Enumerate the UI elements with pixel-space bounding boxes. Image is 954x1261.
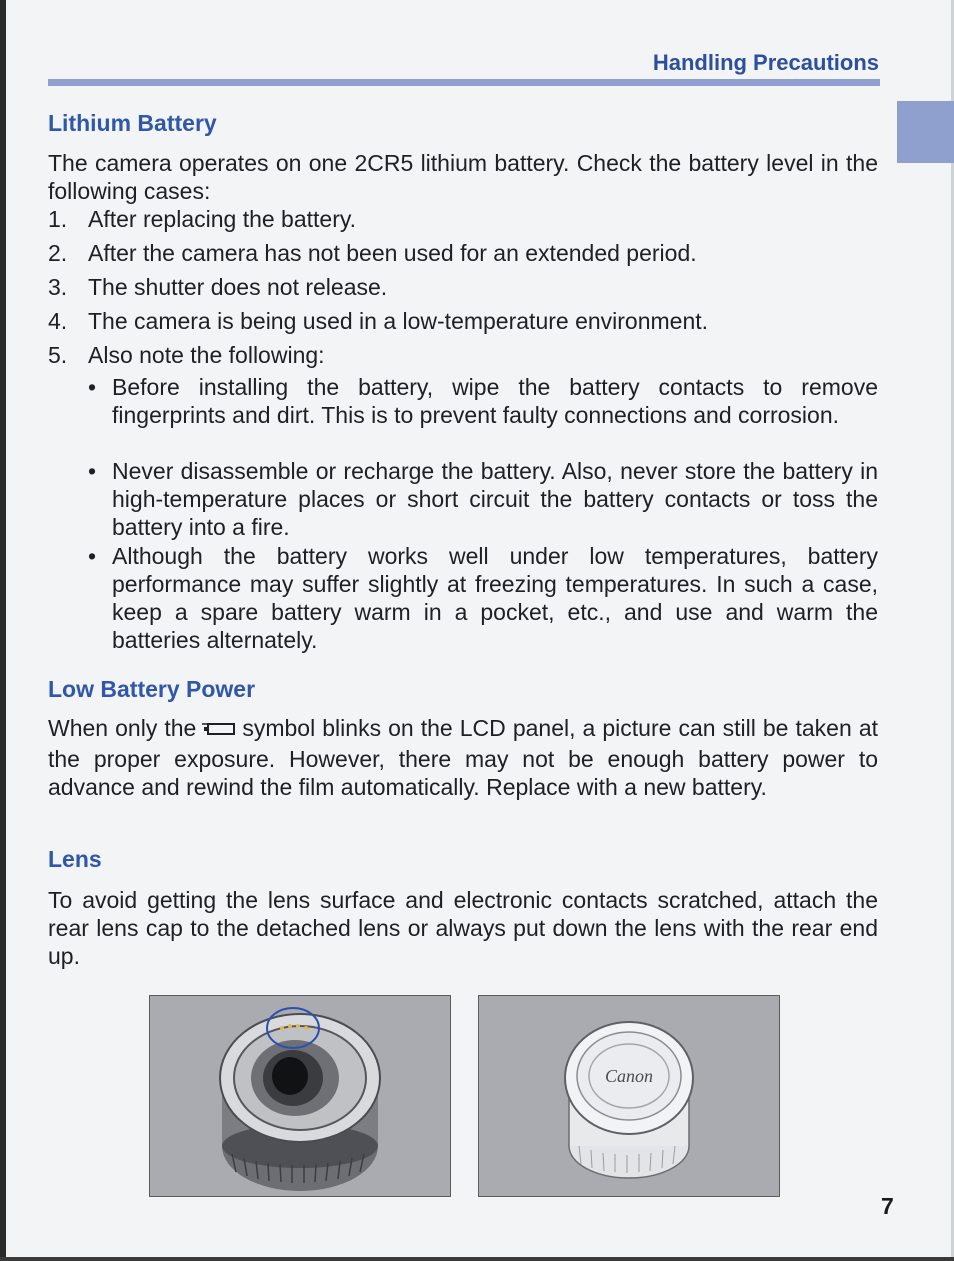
- lens-cap-illustration: [479, 996, 779, 1196]
- list-item: [48, 307, 878, 335]
- list-text: After replacing the battery.: [88, 206, 357, 232]
- list-item: [48, 205, 878, 233]
- lens-rear-photo: [149, 995, 451, 1197]
- list-text: The shutter does not release.: [88, 274, 388, 300]
- battery-icon: [202, 714, 236, 742]
- list-item: [48, 341, 878, 369]
- bullet-mark: •: [88, 458, 97, 484]
- list-text: The camera is being used in a low-temperature environment.: [88, 308, 709, 334]
- chapter-tab: [897, 101, 954, 163]
- bullet-item: [88, 457, 878, 541]
- bullet-text: Before installing the battery, wipe the battery contacts to remove fingerprints and dirt. This is to prevent faulty connections and corrosion.: [112, 374, 878, 428]
- page-edge: [0, 0, 6, 1261]
- list-number: 1.: [48, 206, 68, 232]
- lithium-intro: The camera operates on one 2CR5 lithium battery. Check the battery level in the following cases:: [48, 150, 878, 204]
- cap-brand-text: Canon: [604, 1066, 654, 1086]
- bullet-mark: •: [88, 543, 97, 569]
- list-text: After the camera has not been used for an extended period.: [88, 240, 697, 266]
- list-number: 5.: [48, 342, 68, 368]
- low-battery-text: [48, 714, 878, 801]
- bullet-item: [88, 542, 878, 654]
- page-number: 7: [881, 1193, 894, 1219]
- header-rule: [48, 79, 880, 86]
- list-number: 4.: [48, 308, 68, 334]
- bullet-text: Although the battery works well under low temperatures, battery performance may suffer slightly at freezing temperatures. In such a case, keep a spare battery warm in a pocket, etc., and use and warm the batteries alternately.: [112, 543, 878, 653]
- section-header-title: Handling Precautions: [652, 50, 879, 75]
- lens-cap-photo: [478, 995, 780, 1197]
- list-number: 2.: [48, 240, 68, 266]
- lens-text: To avoid getting the lens surface and electronic contacts scratched, attach the rear lens cap to the detached lens or always put down the lens with the rear end up.: [48, 887, 878, 969]
- bullet-text: Never disassemble or recharge the battery. Also, never store the battery in high-temperature places or short circuit the battery contacts or toss the battery into a fire.: [112, 458, 878, 540]
- low-battery-text-start: When only the: [48, 715, 197, 741]
- list-item: [48, 273, 878, 301]
- list-text: Also note the following:: [88, 342, 325, 368]
- bullet-mark: •: [88, 374, 97, 400]
- heading-lens: Lens: [48, 846, 102, 872]
- bullet-item: [88, 373, 878, 429]
- heading-low-battery: Low Battery Power: [48, 676, 256, 702]
- page-edge-bottom: [0, 1257, 954, 1261]
- list-item: [48, 239, 878, 267]
- low-battery-text-end: symbol blinks on the LCD panel, a picture can still be taken at the proper exposure. However, there may not be enough battery power to advance and rewind the film automatically. Replace with a new battery.: [48, 715, 879, 801]
- list-number: 3.: [48, 274, 68, 300]
- lens-rear-illustration: [150, 996, 450, 1196]
- heading-lithium-battery: Lithium Battery: [48, 110, 217, 136]
